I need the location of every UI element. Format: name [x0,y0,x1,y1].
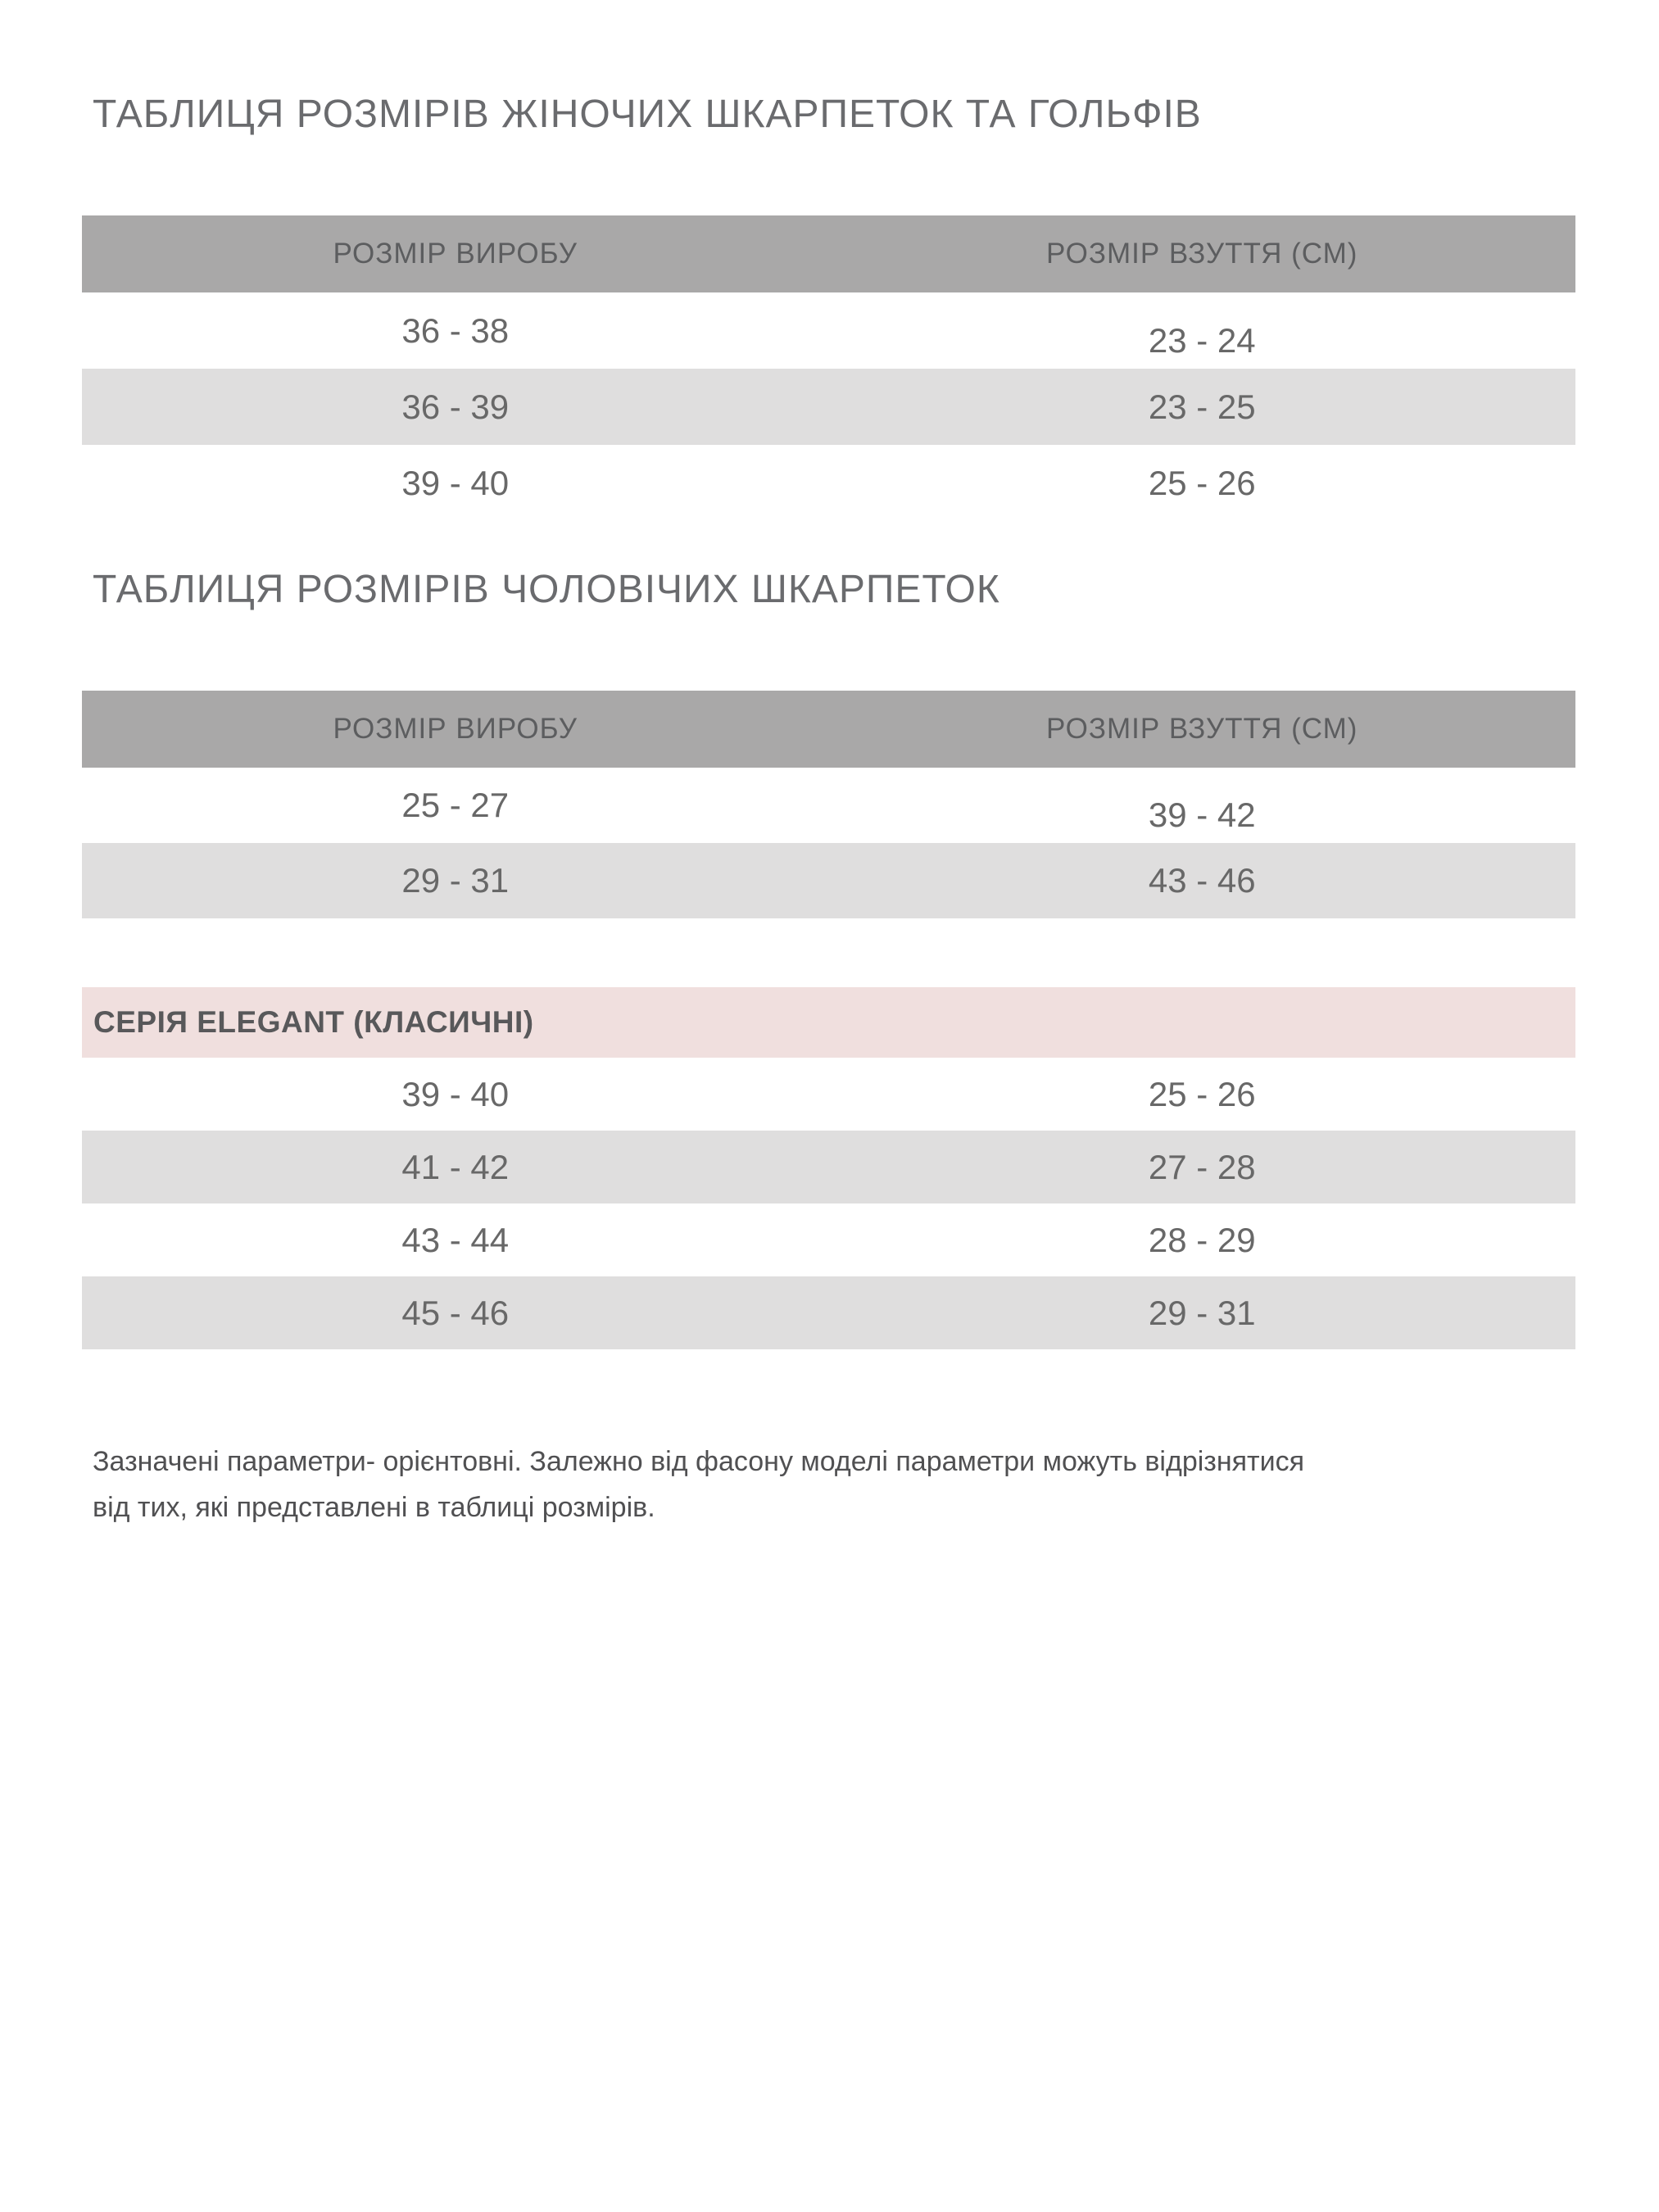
shoe-size-value: 23 - 25 [1148,387,1256,426]
shoe-size-value: 27 - 28 [1148,1147,1256,1186]
product-size-value: 36 - 39 [401,387,510,426]
table-row [82,1203,1575,1276]
shoe-size-value: 25 - 26 [1148,463,1256,502]
product-size-value: 36 - 38 [401,310,510,350]
table-row [82,1276,1575,1349]
column-header-product-size: РОЗМІР ВИРОБУ [333,713,578,745]
product-size-value: 41 - 42 [401,1147,510,1186]
disclaimer-line-1: Зазначені параметри- орієнтовні. Залежно від фасону моделі параметри можуть відрізнятися [93,1446,1305,1477]
column-header-shoe-size: РОЗМІР ВЗУТТЯ (СМ) [1046,713,1358,745]
elegant-series-band [82,987,1575,1058]
men-table-header-row [82,691,1575,768]
table-row [82,292,1575,369]
product-size-value: 39 - 40 [401,463,510,502]
product-size-value: 29 - 31 [401,861,510,900]
table-row [82,445,1575,521]
shoe-size-value: 39 - 42 [1148,796,1256,834]
product-size-value: 39 - 40 [401,1074,510,1113]
shoe-size-value: 28 - 29 [1148,1220,1256,1259]
men-size-table [82,691,1575,918]
women-size-table [82,215,1575,521]
shoe-size-value: 25 - 26 [1148,1074,1256,1113]
table-row [82,843,1575,918]
men-table-title: ТАБЛИЦЯ РОЗМІРІВ ЧОЛОВІЧИХ ШКАРПЕТОК [93,568,1000,611]
women-table-title: ТАБЛИЦЯ РОЗМІРІВ ЖІНОЧИХ ШКАРПЕТОК ТА ГОЛЬФІВ [93,93,1202,136]
table-row [82,1058,1575,1131]
women-table-header-row [82,215,1575,292]
product-size-value: 45 - 46 [401,1293,510,1332]
column-header-product-size: РОЗМІР ВИРОБУ [333,238,578,270]
shoe-size-value: 29 - 31 [1148,1293,1256,1332]
table-row [82,1131,1575,1203]
product-size-value: 43 - 44 [401,1220,510,1259]
elegant-series-label: СЕРІЯ ELEGANT (КЛАСИЧНІ) [93,1005,534,1039]
column-header-shoe-size: РОЗМІР ВЗУТТЯ (СМ) [1046,238,1358,270]
elegant-series-table [82,987,1575,1349]
shoe-size-value: 43 - 46 [1148,861,1256,900]
disclaimer-line-2: від тих, які представлені в таблиці розмірів. [93,1492,655,1523]
shoe-size-value: 23 - 24 [1148,320,1256,360]
product-size-value: 25 - 27 [401,786,510,824]
disclaimer-note [93,1439,1304,1530]
table-row [82,768,1575,843]
table-row [82,369,1575,445]
